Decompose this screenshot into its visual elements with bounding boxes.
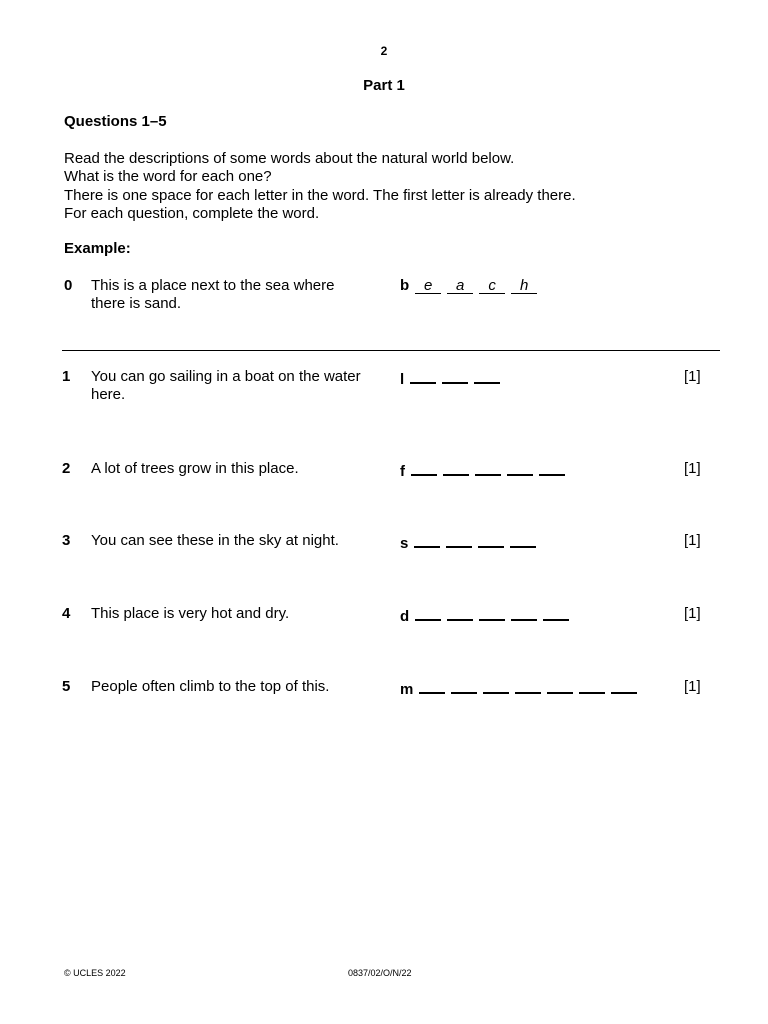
footer-code: 0837/02/O/N/22 [348,968,412,978]
marks-label: [1] [684,678,701,695]
example-letter: h [511,278,537,294]
marks-label: [1] [684,460,701,477]
letter-blank[interactable] [483,678,509,694]
letter-blank[interactable] [414,532,440,548]
example-answer [400,277,537,294]
letter-blank[interactable] [419,678,445,694]
letter-blank[interactable] [410,368,436,384]
example-letter: c [479,278,505,294]
example-text-line: This is a place next to the sea where [91,277,335,294]
question-text: People often climb to the top of this. [91,678,330,695]
question-text: You can go sailing in a boat on the water here. [91,368,361,404]
letter-blank[interactable] [474,368,500,384]
first-letter: m [400,681,414,698]
letter-blank[interactable] [446,532,472,548]
first-letter: f [400,463,405,480]
example-letter: a [447,278,473,294]
instruction-line: Read the descriptions of some words about the natural world below. [64,150,515,167]
question-number: 1 [62,368,71,385]
letter-blank[interactable] [479,605,505,621]
question-text: This place is very hot and dry. [91,605,290,622]
example-first-letter: b [400,277,410,294]
answer-field[interactable] [400,678,637,698]
question-number: 4 [62,605,71,622]
answer-field[interactable] [400,460,565,480]
instructions [64,150,576,224]
first-letter: d [400,608,410,625]
marks-label: [1] [684,605,701,622]
question-number: 2 [62,460,71,477]
page-number: 2 [380,44,388,58]
question-number: 3 [62,532,71,549]
letter-blank[interactable] [415,605,441,621]
question-text: A lot of trees grow in this place. [91,460,299,477]
letter-blank[interactable] [511,605,537,621]
question-number: 5 [62,678,71,695]
first-letter: s [400,535,409,552]
example-label: Example: [64,240,131,257]
letter-blank[interactable] [515,678,541,694]
answer-field[interactable] [400,532,536,552]
letter-blank[interactable] [475,460,501,476]
letter-blank[interactable] [443,460,469,476]
marks-label: [1] [684,532,701,549]
instruction-line: For each question, complete the word. [64,205,320,223]
letter-blank[interactable] [510,532,536,548]
answer-field[interactable] [400,605,569,625]
letter-blank[interactable] [411,460,437,476]
letter-blank[interactable] [442,368,468,384]
letter-blank[interactable] [543,605,569,621]
divider-line [62,350,720,351]
letter-blank[interactable] [539,460,565,476]
footer-copyright: © UCLES 2022 [64,968,126,978]
letter-blank[interactable] [507,460,533,476]
example-text-line: there is sand. [91,295,182,313]
instruction-line: What is the word for each one? [64,168,272,186]
instruction-line: There is one space for each letter in the word. The first letter is already there. [64,186,576,204]
question-text: You can see these in the sky at night. [91,532,339,549]
answer-field[interactable] [400,368,500,388]
letter-blank[interactable] [579,678,605,694]
letter-blank[interactable] [478,532,504,548]
example-letter: e [415,278,441,294]
example-text [91,277,381,314]
letter-blank[interactable] [611,678,637,694]
questions-heading: Questions 1–5 [64,113,167,130]
first-letter: l [400,371,405,388]
letter-blank[interactable] [447,605,473,621]
example-number: 0 [64,277,73,294]
letter-blank[interactable] [547,678,573,694]
marks-label: [1] [684,368,701,385]
letter-blank[interactable] [451,678,477,694]
part-title: Part 1 [363,77,405,94]
